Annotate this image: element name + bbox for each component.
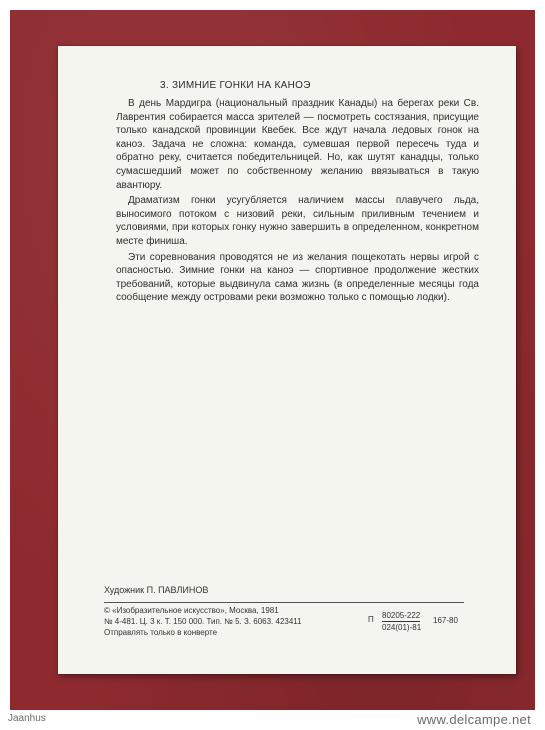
- card-title: 3. ЗИМНИЕ ГОНКИ НА КАНОЭ: [160, 80, 311, 91]
- code-top: 80205-222: [382, 611, 421, 620]
- code-price: 167-80: [433, 616, 458, 625]
- imprint-line: № 4-481. Ц. 3 к. Т. 150 000. Тип. № 5. З. 6063. 423411: [104, 617, 302, 626]
- imprint-line: © «Изобразительное искусство», Москва, 1981: [104, 606, 279, 615]
- site-watermark: www.delcampe.net: [417, 712, 531, 727]
- seller-watermark: Jaanhus: [8, 713, 46, 724]
- paragraph: Драматизм гонки усугубляется наличием массы плавучего льда, выносимого потоком с низовий реки, сильным приливным течением и условиями, при которых гонку нужно завершить в определенном, конкретном месте финиша.: [116, 195, 479, 247]
- artist-credit: Художник П. ПАВЛИНОВ: [104, 585, 209, 595]
- card-text: [116, 97, 479, 307]
- paragraph: В день Мардигра (национальный праздник Канады) на берегах реки Св. Лаврентия собирается масса зрителей — посмотреть состязания, присущие только канадской провинции Квебек. Все ждут начала ледовых гонок на каноэ. Задача не сложна: команда, сумевшая первой пересечь туда и обратно реку, считается победительницей. Но, как шутят канадцы, только сумасшедший может по собственному желанию ввязываться в такую авантюру.: [116, 98, 479, 191]
- publisher-imprint: [104, 605, 374, 638]
- paragraph: Эти соревнования проводятся не из желания пощекотать нервы игрой с опасностью. Зимние гонки на каноэ — спортивное продолжение жестких требований, которые выдвинула сама жизнь (в определенные месяцы года сообщение между островами реки возможно только с помощью лодки).: [116, 251, 479, 304]
- code-prefix: П: [368, 615, 374, 624]
- code-bottom: 024(01)-81: [382, 623, 422, 632]
- imprint-line: Отправлять только в конверте: [104, 628, 218, 637]
- divider: [104, 602, 464, 603]
